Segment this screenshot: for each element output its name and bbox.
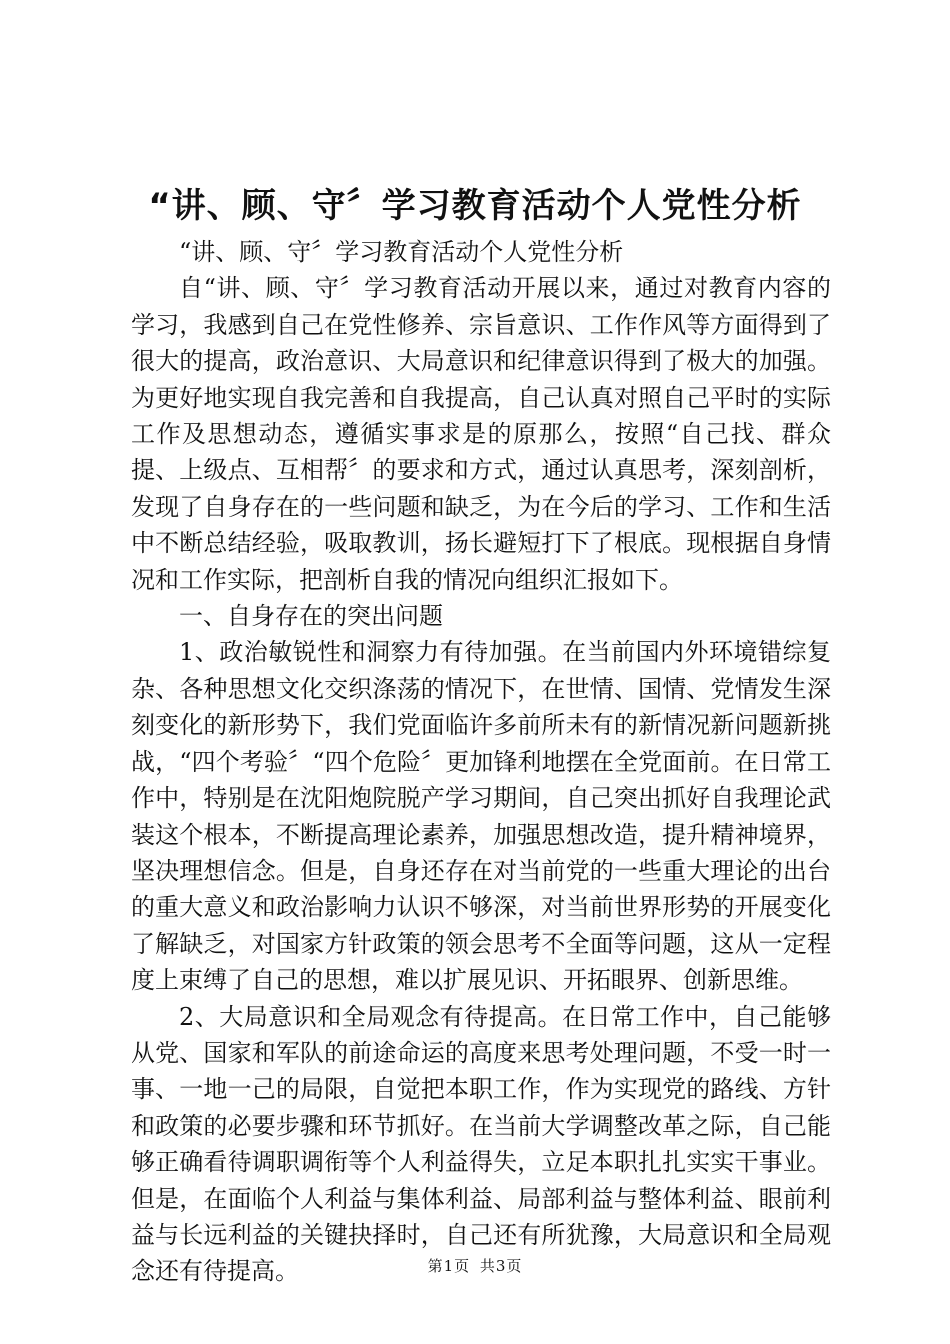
page-footer (0, 1256, 950, 1276)
page-total: 共3页 (479, 1257, 523, 1275)
section-heading: 一、自身存在的突出问题 (179, 602, 443, 631)
page-number: 第1页 (427, 1257, 471, 1275)
problem-paragraph-1: 1、政治敏锐性和洞察力有待加强。在当前国内外环境错综复杂、各种思想文化交织涤荡的情况下，在世情、国情、党情发生深刻变化的新形势下，我们党面临许多前所未有的新情况新问题新挑战，“四个考验〞“四个危险〞更加锋利地摆在全党面前。在日常工作中，特别是在沈阳炮院脱产学习期间，自己突出抓好自我理论武装这个根本，不断提高理论素养，加强思想改造，提升精神境界，坚决理想信念。但是，自身还存在对当前党的一些重大理论的出台的重大意义和政治影响力认识不够深，对当前世界形势的开展变化了解缺乏，对国家方针政策的领会思考不全面等问题，这从一定程度上束缚了自己的思想，难以扩展见识、开拓眼界、创新思维。 (131, 638, 831, 995)
document-title: “讲、顾、守〞学习教育活动个人党性分析 (148, 186, 802, 226)
document-body (131, 234, 831, 1290)
subtitle-paragraph: “讲、顾、守〞学习教育活动个人党性分析 (179, 238, 624, 266)
problem-paragraph-2: 2、大局意识和全局观念有待提高。在日常工作中，自己能够从党、国家和军队的前途命运的高度来思考处理问题，不受一时一事、一地一己的局限，自觉把本职工作，作为实现党的路线、方针和政策的必要步骤和环节抓好。在当前大学调整改革之际，自己能够正确看待调职调衔等个人利益得失，立足本职扎扎实实干事业。但是，在面临个人利益与集体利益、局部利益与整体利益、眼前利益与长远利益的关键抉择时，自己还有所犹豫，大局意识和全局观念还有待提高。 (131, 1002, 831, 1286)
intro-paragraph: 自“讲、顾、守〞学习教育活动开展以来，通过对教育内容的学习，我感到自己在党性修养、宗旨意识、工作作风等方面得到了很大的提高，政治意识、大局意识和纪律意识得到了极大的加强。为更好地实现自我完善和自我提高，自己认真对照自己平时的实际工作及思想动态，遵循实事求是的原那么，按照“自己找、群众提、上级点、互相帮〞的要求和方式，通过认真思考，深刻剖析，发现了自身存在的一些问题和缺乏，为在今后的学习、工作和生活中不断总结经验，吸取教训，扬长避短打下了根底。现根据自身情况和工作实际，把剖析自我的情况向组织汇报如下。 (131, 274, 831, 594)
